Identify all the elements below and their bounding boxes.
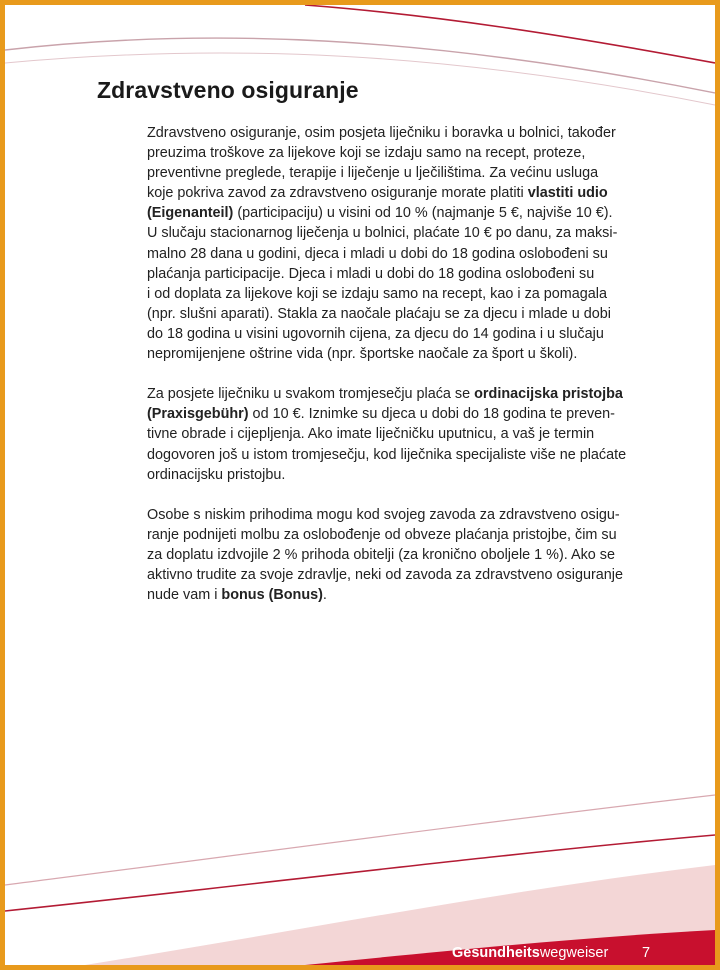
page-number: 7 xyxy=(642,945,651,961)
footer-brand xyxy=(452,945,608,961)
bold-term: bonus (Bonus) xyxy=(221,587,323,604)
text-run: tivne obrade i cijepljenja. Ako imate liječničku uputnicu, a vaš je termin xyxy=(147,426,595,443)
paragraph xyxy=(147,123,625,364)
text-line xyxy=(147,525,625,545)
text-line xyxy=(147,324,625,344)
paragraph xyxy=(147,384,625,484)
text-line xyxy=(147,565,625,585)
text-run: i od doplata za lijekove koji se izdaju samo na recept, kao i za pomagala xyxy=(147,285,607,302)
text-line xyxy=(147,143,625,163)
text-run: ranje podnijeti molbu za oslobođenje od obveze plaćanja pristojbe, čim su xyxy=(147,526,617,543)
text-line xyxy=(147,123,625,143)
bold-term: (Praxisgebühr) xyxy=(147,406,249,423)
text-run: nepromijenjene oštrine vida (npr. športske naočale za šport u školi). xyxy=(147,346,578,363)
text-line xyxy=(147,183,625,203)
text-run: od 10 €. Iznimke su djeca u dobi do 18 godina te preven- xyxy=(248,406,615,423)
text-run: U slučaju stacionarnog liječenja u bolnici, plaćate 10 € po danu, za maksi- xyxy=(147,225,618,242)
text-line xyxy=(147,404,625,424)
text-line xyxy=(147,545,625,565)
text-line xyxy=(147,585,625,605)
footer-brand-bold: Gesundheits xyxy=(452,945,540,961)
bold-term: vlastiti udio xyxy=(527,185,608,202)
text-line xyxy=(147,244,625,264)
text-run: (npr. slušni aparati). Stakla za naočale plaćaju se za djecu i mlade u dobi xyxy=(147,305,611,322)
bold-term: (Eigenanteil) xyxy=(147,205,234,222)
text-line xyxy=(147,505,625,525)
text-run: aktivno trudite za svoje zdravlje, neki od zavoda za zdravstveno osiguranje xyxy=(147,567,623,584)
text-run: preuzima troškove za lijekove koji se izdaju samo na recept, proteze, xyxy=(147,145,586,162)
text-line xyxy=(147,445,625,465)
text-run: Za posjete liječniku u svakom tromjesečju plaća se xyxy=(147,386,475,403)
text-run: do 18 godina u visini ugovornih cijena, za djecu do 14 godina i u slučaju xyxy=(147,325,604,342)
text-run: Osobe s niskim prihodima mogu kod svojeg zavoda za zdravstveno osigu- xyxy=(147,506,620,523)
text-line xyxy=(147,424,625,444)
text-run: Zdravstveno osiguranje, osim posjeta liječniku i boravka u bolnici, također xyxy=(147,125,616,141)
text-line xyxy=(147,163,625,183)
body-text xyxy=(147,123,625,625)
text-run: . xyxy=(322,587,327,604)
text-line xyxy=(147,384,625,404)
bold-term: ordinacijska pristojba xyxy=(474,386,623,403)
paragraph xyxy=(147,505,625,605)
text-line xyxy=(147,304,625,324)
text-line xyxy=(147,223,625,243)
top-curve-red xyxy=(305,5,715,63)
text-run: ordinacijsku pristojbu. xyxy=(147,466,286,483)
footer-brand-regular: wegweiser xyxy=(539,945,609,961)
text-line xyxy=(147,465,625,485)
text-run: plaćanja participacije. Djeca i mladi u dobi do 18 godina oslobođeni su xyxy=(147,265,595,282)
text-run: za doplatu izdvojile 2 % prihoda obitelji (za kronično oboljele 1 %). Ako se xyxy=(147,546,615,563)
text-line xyxy=(147,203,625,223)
text-line xyxy=(147,344,625,364)
text-run: (participaciju) u visini od 10 % (najmanje 5 €, najviše 10 €). xyxy=(233,205,613,222)
text-run: preventivne preglede, terapije i liječenje u lječilištima. Za većinu usluga xyxy=(147,165,599,182)
text-run: koje pokriva zavod za zdravstveno osiguranje morate platiti xyxy=(147,185,528,202)
text-run: malno 28 dana u godini, djeca i mladi u dobi do 18 godina oslobođeni su xyxy=(147,245,608,262)
text-run: dogovoren još u istom tromjesečju, kod liječnika specijaliste više ne plaćate xyxy=(147,446,627,463)
text-line xyxy=(147,284,625,304)
text-line xyxy=(147,264,625,284)
page-title: Zdravstveno osiguranje xyxy=(97,77,359,103)
text-run: nude vam i xyxy=(147,587,222,604)
